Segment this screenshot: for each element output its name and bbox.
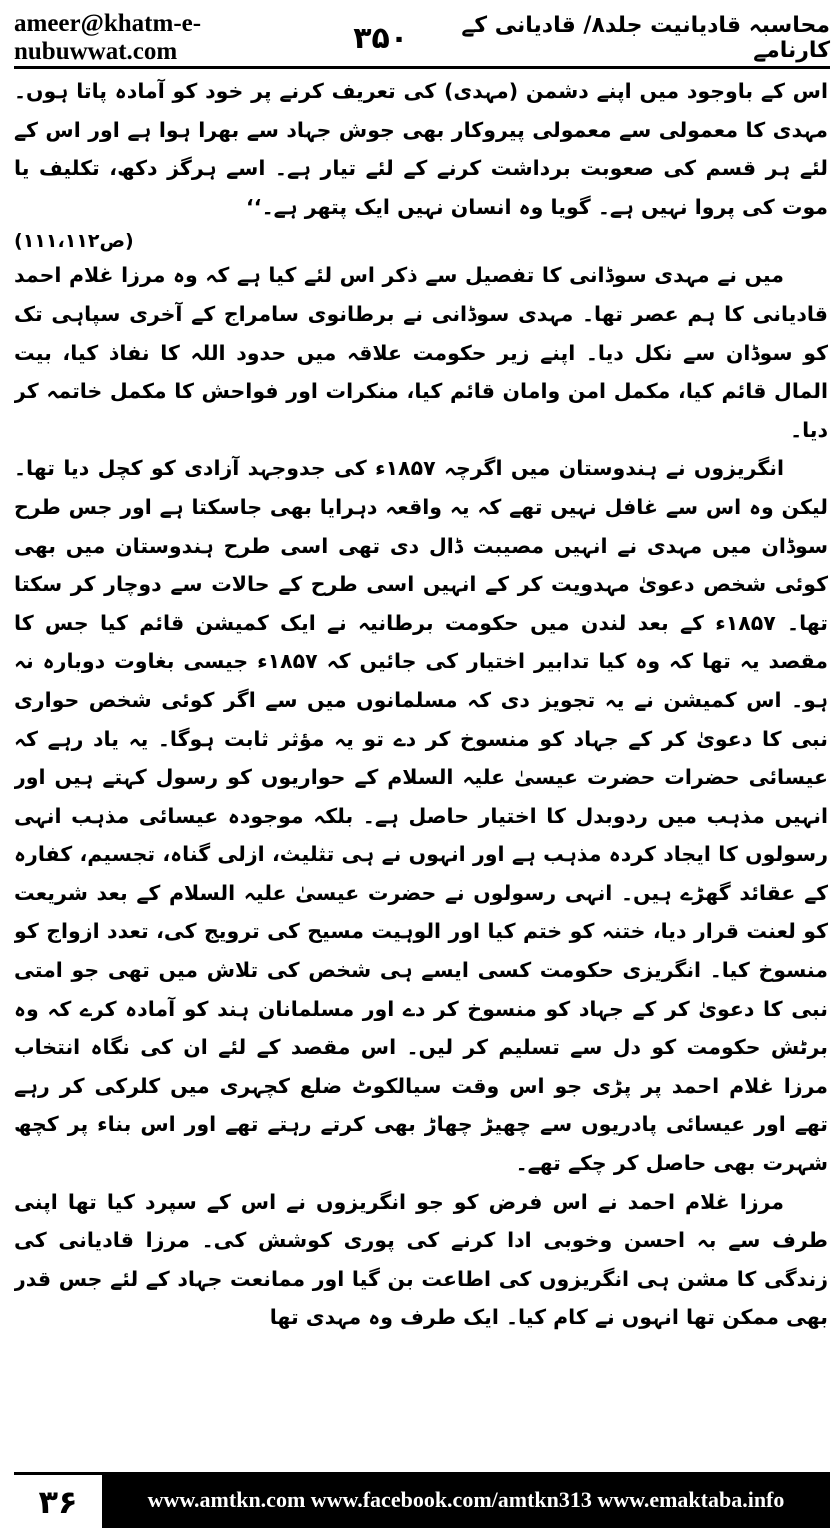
header-email[interactable]: ameer@khatm-e-nubuwwat.com [14,10,202,65]
header-divider [14,66,830,69]
footer-websites[interactable]: www.amtkn.com www.facebook.com/amtkn313 www.emaktaba.info [102,1472,830,1528]
header-left [14,10,408,66]
footer-page-number: ۳۶ [14,1472,102,1528]
body-paragraph: میں نے مہدی سوڈانی کا تفصیل سے ذکر اس لئے کیا ہے کہ وہ مرزا غلام احمد قادیانی کا ہم عصر تھا۔ مہدی سوڈانی نے برطانوی سامراج کے آخری سپاہی تک کو سوڈان سے نکل دیا۔ اپنے زیر حکومت علاقہ میں حدود اللہ کا نفاذ کیا، بیت المال قائم کیا، مکمل امن وامان قائم کیا، منکرات اور فواحش کا مکمل خاتمہ کر دیا۔ [14,263,828,442]
page-header [14,10,830,65]
quote-paragraph: اس کے باوجود میں اپنے دشمن (مہدی) کی تعریف کرنے پر خود کو آمادہ پاتا ہوں۔ مہدی کا معمولی سے معمولی پیروکار بھی جوش جہاد سے بھرا ہوا ہے اور اس کے لئے ہر قسم کی صعوبت برداشت کرنے کے لئے تیار ہے۔ اسے ہرگز دکھ، تکلیف یا موت کی پروا نہیں ہے۔ گویا وہ انسان نہیں ایک پتھر ہے۔‘‘ [14,79,828,219]
header-page-number: ۳۵۰ [353,20,409,56]
page-reference: (ص۱۱۱،۱۱۲) [14,230,134,253]
body-paragraph: مرزا غلام احمد نے اس فرض کو جو انگریزوں نے اس کے سپرد کیا تھا اپنی طرف سے بہ احسن وخوبی ادا کرنے کی پوری کوشش کی۔ مرزا قادیانی کی زندگی کا مشن ہی انگریزوں کی اطاعت بن گیا اور ممانعت جہاد کے لئے جس قدر بھی ممکن تھا انہوں نے کام کیا۔ ایک طرف وہ مہدی تھا [14,1189,828,1330]
book-title: محاسبہ قادیانیت جلد۸/ قادیانی کے کارنامے [461,13,830,63]
body-paragraph: انگریزوں نے ہندوستان میں اگرچہ ۱۸۵۷ء کی جدوجہد آزادی کو کچل دیا تھا۔ لیکن وہ اس سے غافل نہیں تھے کہ یہ واقعہ دہرایا بھی جاسکتا ہے اور جس طرح سوڈان میں مہدی نے انہیں مصیبت ڈال دی تھی اسی طرح ہندوستان میں بھی کوئی شخص دعویٰ مہدویت کر کے انہیں اسی طرح کے حالات سے دوچار کر سکتا تھا۔ ۱۸۵۷ء کے بعد لندن میں حکومت برطانیہ نے ایک کمیشن قائم کیا جس کا مقصد یہ تھا کہ وہ کیا تدابیر اختیار کی جائیں کہ ۱۸۵۷ء جیسی بغاوت دوبارہ نہ ہو۔ اس کمیشن نے یہ تجویز دی کہ مسلمانوں میں سے اگر کوئی شخص حواری نبی کا دعویٰ کر کے جہاد کو منسوخ کر دے تو یہ مؤثر ثابت ہوگا۔ یہ یاد رہے کہ عیسائی حضرات حضرت عیسیٰ علیہ السلام کے حواریوں کو رسول کہتے ہیں اور انہیں مذہب میں ردوبدل کا اختیار حاصل ہے۔ بلکہ موجودہ عیسائی مذہب انہی رسولوں کا ایجاد کردہ مذہب ہے اور انہوں نے ہی تثلیث، ازلی گناہ، تجسیم، کفارہ کے عقائد گھڑے ہیں۔ انہی رسولوں نے حضرت عیسیٰ علیہ السلام کے بعد شریعت کو لعنت قرار دیا، ختنہ کو ختم کیا اور الوہیت مسیح کی ترویج کی، تعدد ازواج کو منسوخ کیا۔ انگریزی حکومت کسی ایسے ہی شخص کی تلاش میں تھی جو امتی نبی کا دعویٰ کر کے جہاد کو منسوخ کر دے اور مسلمانان ہند کو آمادہ کرے کہ وہ برٹش حکومت کو دل سے تسلیم کر لیں۔ اس مقصد کے لئے ان کی نگاہ انتخاب مرزا غلام احمد پر پڑی جو اس وقت سیالکوٹ ضلع کچہری میں کلرکی کر رہے تھے اور عیسائی پادریوں سے چھیڑ چھاڑ بھی کرتے رہتے تھے اور اس بناء پر کچھ شہرت بھی حاصل کر چکے تھے۔ [14,456,828,1176]
page-body [14,72,828,1464]
page-footer [14,1472,830,1528]
